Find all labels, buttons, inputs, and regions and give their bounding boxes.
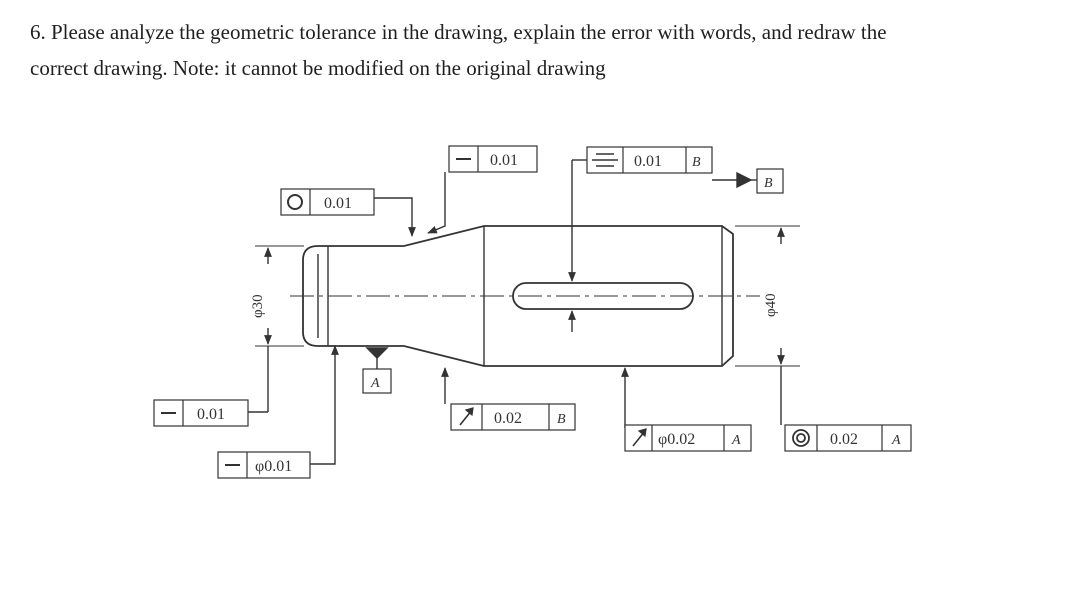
datum-b-leader [712, 173, 757, 187]
fcf-runout-datum: B [557, 412, 566, 427]
leader-straightness-axis [310, 346, 335, 464]
fcf-concentricity-datum: A [892, 433, 901, 448]
fcf-symmetry-value: 0.01 [634, 153, 662, 170]
dimension-d30 [248, 246, 304, 412]
datum-b-label: B [764, 176, 773, 191]
dimension-d30-label: φ30 [250, 294, 266, 318]
leader-straightness-top [428, 172, 445, 233]
datum-a-label: A [371, 376, 380, 391]
datum-a-leader [367, 348, 387, 369]
fcf-concentricity-value: 0.02 [830, 431, 858, 448]
concentricity-icon [793, 430, 809, 446]
fcf-circularity-value: 0.01 [324, 195, 352, 212]
fcf-straightness-axis-value: φ0.01 [255, 458, 293, 475]
leader-symmetry [572, 160, 587, 332]
circularity-icon [288, 195, 302, 209]
dimension-d40-label: φ40 [763, 293, 779, 317]
fcf-straightness-left-value: 0.01 [197, 406, 225, 423]
dimension-d40 [735, 226, 800, 425]
question-line-1: 6. Please analyze the geometric tolerance in the drawing, explain the error with words, and redraw the [30, 20, 887, 44]
fcf-circular-runout-datum: A [732, 433, 741, 448]
fcf-runout-value: 0.02 [494, 410, 522, 427]
question-line-2: correct drawing. Note: it cannot be modified on the original drawing [30, 56, 606, 80]
fcf-symmetry-datum: B [692, 155, 701, 170]
leader-circularity [374, 198, 412, 236]
fcf-circular-runout-value: φ0.02 [658, 431, 696, 448]
fcf-straightness-top-value: 0.01 [490, 152, 518, 169]
